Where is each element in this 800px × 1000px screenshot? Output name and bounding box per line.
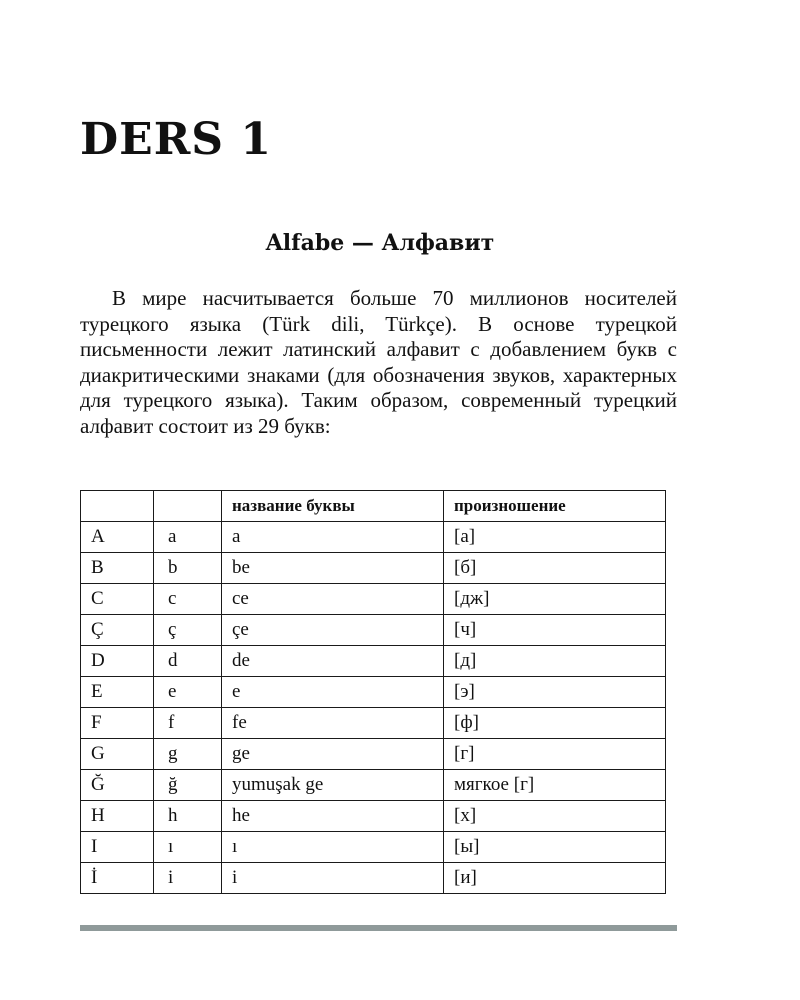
table-row: [81, 801, 666, 832]
letter-lowercase: b: [154, 553, 222, 584]
table-row: [81, 863, 666, 894]
letter-name: fe: [222, 708, 444, 739]
header-uppercase: [81, 491, 154, 522]
header-letter-name: название буквы: [222, 491, 444, 522]
letter-lowercase: d: [154, 646, 222, 677]
letter-uppercase: F: [81, 708, 154, 739]
table-header-row: [81, 491, 666, 522]
letter-name: ı: [222, 832, 444, 863]
letter-lowercase: e: [154, 677, 222, 708]
alphabet-table-body: [81, 522, 666, 894]
letter-pronunciation: [дж]: [444, 584, 666, 615]
letter-pronunciation: [ы]: [444, 832, 666, 863]
letter-name: e: [222, 677, 444, 708]
letter-uppercase: H: [81, 801, 154, 832]
letter-pronunciation: [ф]: [444, 708, 666, 739]
letter-name: ce: [222, 584, 444, 615]
letter-pronunciation: [а]: [444, 522, 666, 553]
letter-pronunciation: [б]: [444, 553, 666, 584]
letter-lowercase: g: [154, 739, 222, 770]
letter-uppercase: A: [81, 522, 154, 553]
letter-uppercase: C: [81, 584, 154, 615]
letter-uppercase: Ç: [81, 615, 154, 646]
alphabet-table: [80, 490, 666, 894]
section-title: Alfabe — Алфавит: [265, 230, 495, 256]
letter-name: a: [222, 522, 444, 553]
lesson-title: DERS 1: [80, 114, 272, 165]
letter-name: ge: [222, 739, 444, 770]
letter-uppercase: D: [81, 646, 154, 677]
letter-lowercase: f: [154, 708, 222, 739]
letter-lowercase: h: [154, 801, 222, 832]
table-row: [81, 646, 666, 677]
letter-uppercase: İ: [81, 863, 154, 894]
table-row: [81, 739, 666, 770]
letter-uppercase: I: [81, 832, 154, 863]
table-row: [81, 677, 666, 708]
header-lowercase: [154, 491, 222, 522]
letter-pronunciation: [г]: [444, 739, 666, 770]
letter-uppercase: E: [81, 677, 154, 708]
letter-pronunciation: мягкое [г]: [444, 770, 666, 801]
letter-name: he: [222, 801, 444, 832]
letter-name: yumuşak ge: [222, 770, 444, 801]
table-row: [81, 584, 666, 615]
letter-pronunciation: [ч]: [444, 615, 666, 646]
intro-paragraph: В мире насчитывается больше 70 миллионов носителей турецкого языка (Türk dili, Türkçe). В основе турецкой письменности лежит латинский алфавит с добавлением букв с диакритическими знаками (для обозначения звуков, характерных для турецкого языка). Таким образом, современный турецкий алфавит состоит из 29 букв:: [80, 286, 677, 438]
letter-uppercase: G: [81, 739, 154, 770]
letter-lowercase: ç: [154, 615, 222, 646]
header-pronunciation: произношение: [444, 491, 666, 522]
table-row: [81, 615, 666, 646]
letter-uppercase: B: [81, 553, 154, 584]
table-row: [81, 770, 666, 801]
letter-pronunciation: [д]: [444, 646, 666, 677]
letter-pronunciation: [х]: [444, 801, 666, 832]
letter-name: çe: [222, 615, 444, 646]
table-row: [81, 708, 666, 739]
letter-lowercase: c: [154, 584, 222, 615]
table-row: [81, 553, 666, 584]
letter-name: de: [222, 646, 444, 677]
letter-lowercase: ı: [154, 832, 222, 863]
letter-pronunciation: [и]: [444, 863, 666, 894]
table-row: [81, 832, 666, 863]
footer-rule: [80, 925, 677, 931]
letter-name: i: [222, 863, 444, 894]
letter-lowercase: i: [154, 863, 222, 894]
letter-name: be: [222, 553, 444, 584]
letter-pronunciation: [э]: [444, 677, 666, 708]
letter-uppercase: Ğ: [81, 770, 154, 801]
letter-lowercase: a: [154, 522, 222, 553]
table-row: [81, 522, 666, 553]
letter-lowercase: ğ: [154, 770, 222, 801]
